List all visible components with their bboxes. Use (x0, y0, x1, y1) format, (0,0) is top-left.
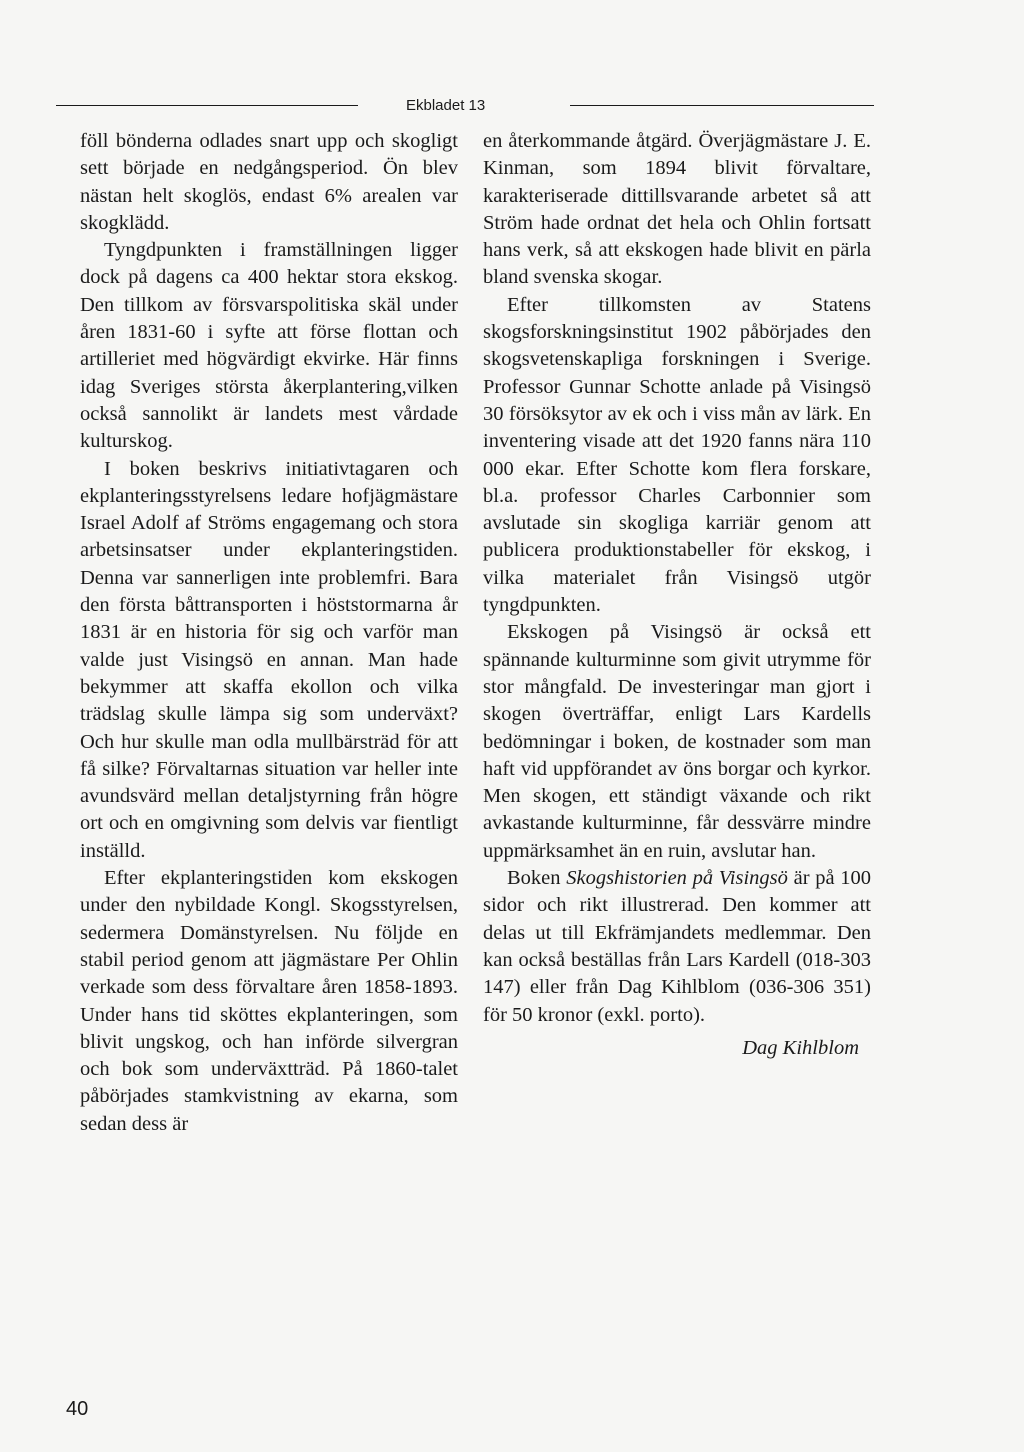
book-info-prefix: Boken (507, 867, 567, 890)
paragraph: Efter tillkomsten av Statens skogsforskningsinstitut 1902 påbörjades den skogsvetenskapliga forskningen i Sverige. Professor Gunnar Schotte anlade på Visingsö 30 försöksytor av ek och i viss mån av lärk. En inventering visade att det 1920 fanns nära 110 000 ekar. Efter Schotte kom flera forskare, bl.a. professor Charles Carbonnier som avslutade sin skogliga karriär genom att publicera produktionstabeller för ekskog, i vilka materialet från Visingsö utgör tyngdpunkten. (483, 293, 871, 617)
author-signature: Dag Kihlblom (742, 1036, 859, 1059)
paragraph: Efter ekplanteringstiden kom ekskogen under den nybildade Kongl. Skogsstyrelsen, sedermera Domänstyrelsen. Nu följde en stabil period genom att jägmästare Per Ohlin verkade som dess förvaltare åren 1858-1893. Under hans tid sköttes ekplanteringen, som blivit ungskog, och han införde silvergran och bok som underväxtträd. På 1860-talet påbörjades stamkvistning av ekarna, som sedan dess är (80, 867, 458, 1135)
publication-title: Ekbladet 13 (406, 97, 486, 114)
paragraph: Tyngdpunkten i framställningen ligger dock på dagens ca 400 hektar stora ekskog. Den tillkom av försvarspolitiska skäl under åren 1831-60 i syfte att förse flottan och artilleriet med högvärdigt ekvirke. Här finns idag Sveriges största åkerplantering,vilken också sannolikt är landets mest vårdade kulturskog. (80, 239, 458, 453)
paragraph: I boken beskrivs initiativtagaren och ekplanteringsstyrelsens ledare hofjägmästare Israel Adolf af Ströms engagemang och stora arbetsinsatser under ekplanteringstiden. Denna var sannerligen inte problemfri. Bara den första båttransporten i höststormarna år 1831 är en historia för sig och varför man valde just Visingsö en annan. Man hade bekymmer att skaffa ekollon och vilka trädslag skulle lämpa sig som underväxt? Och hur skulle man odla mullbärsträd för att få silke? Förvaltarnas situation var heller inte avundsvärd mellan detaljstyrning från högre ort och en omgivning som delvis var fientligt inställd. (80, 457, 458, 862)
left-column (80, 128, 458, 1138)
paragraph: en återkommande åtgärd. Överjägmästare J. E. Kinman, som 1894 blivit förvaltare, karakteriserade dittillsvarande arbetet så att Ström hade ordnat det hela och Ohlin fortsatt hans verk, så att ekskogen hade blivit en pärla bland svenska skogar. (483, 130, 871, 289)
book-title: Skogshistorien på Visingsö (566, 867, 788, 890)
book-info-text: är på 100 sidor och rikt illustrerad. Den kommer att delas ut till Ekfrämjandets medlemmar. Den kan också beställas från Lars Kardell (018-303 147) eller från Dag Kihlblom (036-306 351) för 50 kronor (exkl. porto). (483, 867, 871, 1026)
paragraph: föll bönderna odlades snart upp och skogligt sett började en nedgångsperiod. Ön blev nästan helt skoglös, endast 6% arealen var skogklädd. (80, 130, 458, 234)
paragraph-book-info (483, 865, 871, 1029)
page-number: 40 (66, 1398, 89, 1420)
page-header (56, 96, 874, 120)
header-rule-right (570, 105, 874, 106)
right-column (483, 128, 871, 1062)
header-rule-left (56, 105, 358, 106)
paragraph: Ekskogen på Visingsö är också ett spännande kulturminne som givit utrymme för stor mångfald. De investeringar man gjort i skogen överträffar, enligt Lars Kardells bedömningar i boken, de kostnader som man haft vid uppförandet av öns borgar och kyrkor. Men skogen, ett ständigt växande och rikt avkastande kulturminne, får dessvärre mindre uppmärksamhet än en ruin, avslutar han. (483, 621, 871, 862)
